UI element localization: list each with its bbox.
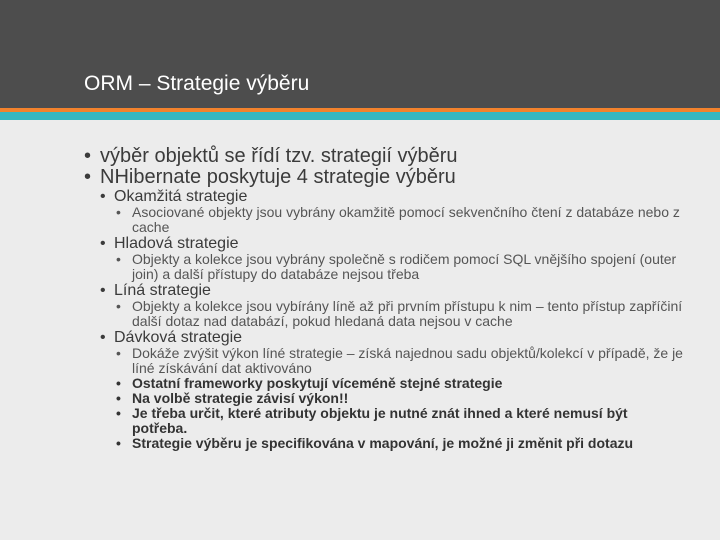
bullet-icon: • [100,235,106,252]
bullet-text: Ostatní frameworky poskytují víceméně stejné strategie [132,375,503,391]
bold-bullet-item [116,436,684,451]
bullet-text: NHibernate poskytuje 4 strategie výběru [100,166,456,188]
bullet-icon: • [116,251,121,267]
bullet-text: Okamžitá strategie [114,188,248,205]
bullet-icon: • [116,390,121,406]
sub-sub-bullet-item [116,299,684,329]
slide-header [0,0,720,108]
sub-sub-bullet-item [116,346,684,376]
bold-bullet-item [116,376,684,391]
bullet-icon: • [84,145,92,167]
accent-bar-teal [0,112,720,120]
bold-bullet-item [116,391,684,406]
sub-sub-bullet-item [116,252,684,282]
bullet-text: Objekty a kolekce jsou vybrány společně s rodičem pomocí SQL vnějšího spojení (outer join) a další přístupy do databáze nejsou třeba [132,251,677,282]
bullet-text: Hladová strategie [114,235,239,252]
sub-bullet-item [100,329,684,346]
bullet-icon: • [84,166,92,188]
bullet-text: Líná strategie [114,282,211,299]
bold-bullet-item [116,406,684,436]
bullet-icon: • [116,375,121,391]
bullet-text: výběr objektů se řídí tzv. strategií výběru [100,145,458,167]
bullet-text: Na volbě strategie závisí výkon!! [132,390,349,406]
slide-content [84,146,684,451]
bullet-icon: • [116,298,121,314]
sub-bullet-item [100,235,684,252]
bullet-icon: • [100,329,106,346]
sub-bullet-item [100,282,684,299]
bullet-text: Je třeba určit, které atributy objektu je nutné znát ihned a které nemusí být potřeba. [132,405,628,436]
bullet-text: Asociované objekty jsou vybrány okamžitě pomocí sekvenčního čtení z databáze nebo z cache [132,204,680,235]
slide-title: ORM – Strategie výběru [84,72,310,95]
bullet-item [84,146,684,167]
bullet-icon: • [116,435,121,451]
bullet-text: Dokáže zvýšit výkon líné strategie – získá najednou sadu objektů/kolekcí v případě, že je líné získávání dat aktivováno [132,345,683,376]
bullet-text: Dávková strategie [114,329,243,346]
bullet-icon: • [116,345,121,361]
bullet-icon: • [116,204,121,220]
bullet-icon: • [100,188,106,205]
sub-sub-bullet-item [116,205,684,235]
sub-bullet-item [100,188,684,205]
bullet-icon: • [116,405,121,421]
bullet-icon: • [100,282,106,299]
bullet-item [84,167,684,188]
bullet-text: Objekty a kolekce jsou vybírány líně až při prvním přístupu k nim – tento přístup zapříčiní další dotaz nad databází, pokud hledaná data nejsou v cache [132,298,683,329]
bullet-text: Strategie výběru je specifikována v mapování, je možné ji změnit při dotazu [132,435,634,451]
